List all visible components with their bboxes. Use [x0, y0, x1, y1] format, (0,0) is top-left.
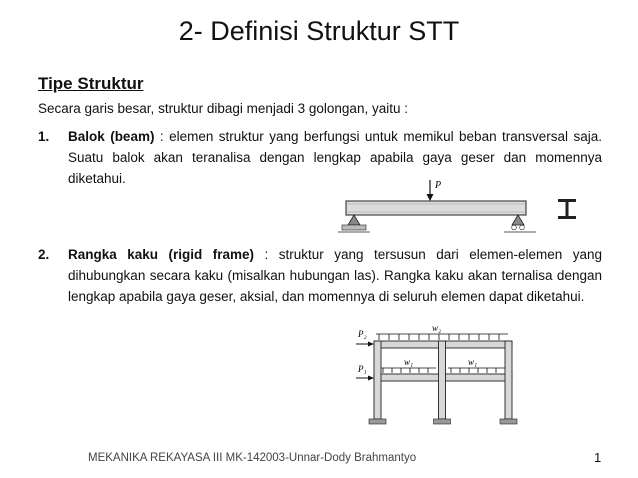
list-number: 1. — [38, 129, 50, 144]
top-load-arrows — [379, 334, 499, 340]
subheading: Tipe Struktur — [38, 74, 144, 93]
load-label: P — [435, 180, 442, 191]
rigid-frame-figure — [354, 322, 540, 428]
term-beam: Balok (beam) — [68, 129, 155, 144]
list-item-rigid-frame — [38, 244, 602, 307]
roller-support — [512, 215, 524, 225]
slide-title: 2- Definisi Struktur STT — [178, 16, 460, 46]
p2-label: P₂ — [358, 329, 367, 339]
w1-left-label: w₁ — [404, 357, 414, 367]
fixed-supports — [369, 419, 517, 424]
right-column — [505, 341, 512, 419]
pin-support — [348, 215, 360, 225]
intro-text: Secara garis besar, struktur dibagi menjadi 3 golongan, yaitu : — [38, 101, 408, 116]
w1-right-label: w₁ — [468, 357, 478, 367]
left-column — [374, 341, 381, 419]
footer-text: MEKANIKA REKAYASA III MK-142003-Unnar-Dody Brahmantyo — [88, 452, 417, 464]
load-arrowhead — [427, 194, 434, 201]
definition-rigid-frame: : struktur yang tersusun dari elemen-elemen yang dihubungkan secara kaku (misalkan hubungan las). Rangka kaku akan ternalisa dengan lengkap apabila gaya geser, aksial, dan momennya di seluruh elemen dapat diketahui. — [68, 247, 603, 304]
list-number: 2. — [38, 247, 50, 262]
list-text — [68, 244, 602, 307]
p1-label: P₁ — [358, 364, 367, 374]
definition-beam: : elemen struktur yang berfungsi untuk memikul beban transversal saja. Suatu balok akan teranalisa dengan lengkap apabila gaya geser dan momennya diketahui. — [68, 129, 602, 186]
i-beam-section-icon — [558, 199, 576, 219]
page-number: 1 — [594, 450, 602, 465]
term-rigid-frame: Rangka kaku (rigid frame) — [68, 247, 254, 262]
w2-label: w₂ — [432, 323, 442, 333]
beam-figure — [336, 176, 588, 238]
beam — [346, 201, 526, 215]
center-column — [439, 341, 446, 419]
